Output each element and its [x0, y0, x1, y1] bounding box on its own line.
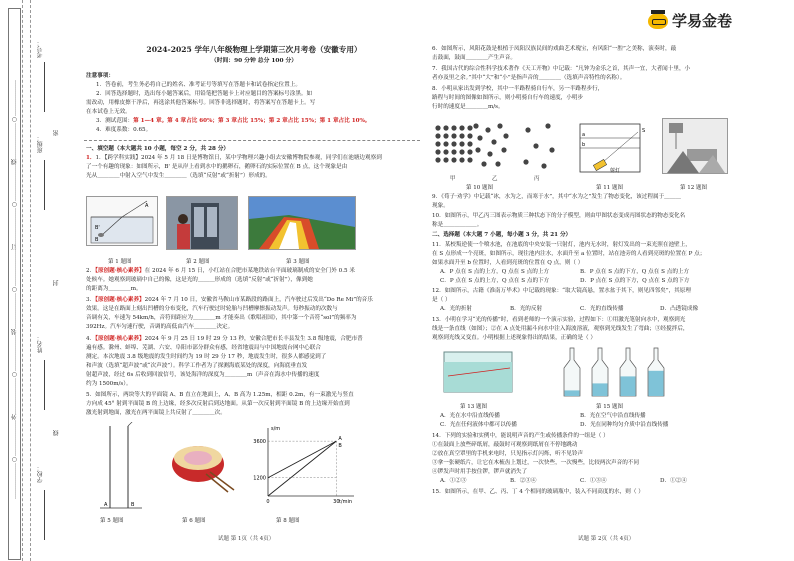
molecule-dot: [467, 149, 472, 154]
molecule-dot: [443, 125, 448, 130]
seal-xian: 线: [53, 430, 60, 436]
svg-text:B': B': [95, 225, 100, 231]
x-axis-label: t/min: [338, 499, 352, 505]
caption-figure-12: 第 12 题图: [680, 185, 707, 191]
q13-line2: 线是一条直线（如图）；②在 A 点处用漏斗向水中注入海波溶液，观察到光线发生了弯曲；③经搅拌后，: [432, 326, 689, 332]
series-line-B: [268, 441, 336, 496]
left-page-footer: 试题 第 1页（共 4页）: [218, 536, 275, 542]
molecule-dot: [485, 127, 490, 132]
binding-examno-label: 考号：: [37, 40, 44, 58]
molecule-dot: [541, 163, 546, 168]
molecule-dot: [497, 123, 502, 128]
q3-line2: 效果。这是在路面上刻出凹槽的分布变化，汽车行驶过时轮胎与凹槽摩擦振动发声。每秒振动的次数与: [86, 306, 338, 312]
right-page-footer: 试题 第 2页（共 4页）: [578, 536, 635, 542]
figure-13-water-tank: [440, 346, 518, 396]
note-4: 4．难度系数：0.65。: [96, 127, 152, 133]
molecule-dot: [435, 141, 440, 146]
x-tick-label: 0: [266, 499, 270, 505]
molecule-dot: [451, 141, 456, 146]
q2-line3: 的距离为＿＿＿＿m。: [86, 286, 142, 292]
note-2c: 在本试卷上无效。: [86, 109, 131, 115]
molecule-dot: [475, 147, 480, 152]
notes-heading: 注意事项：: [86, 73, 114, 79]
q11-option-d: D．P 点在 S 点的下方，Q 点在 S 点的下方: [580, 278, 690, 284]
molecule-dot: [459, 133, 464, 138]
page-title: 2024-2025 学年八年级物理上学期第三次月考卷（安徽专用）: [146, 45, 362, 54]
seal-mi: 密: [53, 130, 60, 136]
figure-11-pool-light: [576, 118, 648, 176]
molecule-dot: [451, 157, 456, 162]
note-2b: 需改动，用橡皮擦干净后，再选涂其他答案标号。回答非选择题时，将答案写在答题卡上。写: [86, 100, 316, 106]
y-axis-label: s/m: [271, 426, 281, 432]
caption-molecule-b: 乙: [492, 176, 498, 182]
name-line: [44, 360, 45, 410]
brand-logo: [648, 10, 732, 31]
q5-line1: 5．如图所示，两块等大的平面镜 A、B 直立在地面上，A、B 高为 1.25m，相距 0.2m，有一束激光与竖直: [86, 392, 354, 398]
q11-option-b: B．P 点在 S 点的下方，Q 点在 S 点的上方: [580, 269, 690, 275]
svg-text:射灯: 射灯: [610, 168, 621, 174]
molecule-dot: [435, 157, 440, 162]
molecule-dot: [467, 133, 472, 138]
q4-line2: 遍有感。滁州、蚌埠、芜湖、六安、阜阳市部分群众有感，经省地震局与中国地震台网中心联合: [86, 345, 321, 351]
figure-1-pool: [86, 196, 158, 246]
molecule-dot: [443, 133, 448, 138]
caption-figure-3: 第 3 题图: [286, 259, 310, 265]
molecule-dot: [473, 123, 478, 128]
molecule-dot: [443, 149, 448, 154]
svg-text:S: S: [642, 128, 646, 134]
page-subtitle: （时间：90 分钟 总分 100 分）: [210, 58, 298, 64]
q12-line1: 12．如图所示，古籍《淮南万毕术》中记载的现象：“取大镜高悬，置水盆于其下，则见四邻矣”，其原理: [432, 288, 691, 294]
q10-line2: 称是＿＿＿＿＿＿。: [432, 222, 483, 228]
q14-item-4: ④锣发声时用手按住锣，锣声就消失了: [432, 469, 528, 475]
figure-2-subway-door: [166, 196, 238, 250]
graduate-cap-icon: [648, 13, 668, 29]
molecule-dot: [467, 141, 472, 146]
q5-line3: 激光射到地面，激光在两平面镜上共反射了＿＿＿＿次。: [86, 410, 226, 416]
molecule-dot: [459, 157, 464, 162]
q11-line3: 如果水面升至 b 位置时，人看到亮斑的位置在 Q 点，则（ ）: [432, 260, 584, 266]
molecule-dot: [443, 141, 448, 146]
molecule-dot: [523, 159, 528, 164]
q11-option-c: C．P 点在 S 点的上方，Q 点在 S 点的下方: [440, 278, 550, 284]
q13-option-c: C．光在任何液体中都可以传播: [440, 422, 517, 428]
figure-5-mirrors: [96, 422, 146, 514]
brand-name: 学易金卷: [672, 12, 733, 30]
q7-line1: 7．我国古代的综合性科学技术著作《天工开物》中记载：“凡钟为金乐之首，其声一宜，大者闻十里，小: [432, 66, 691, 72]
q14-item-1: ①在鼓面上放些碎纸屑，敲鼓时可观察到纸屑在不停地跳动: [432, 442, 578, 448]
svg-text:A: A: [104, 502, 108, 508]
series-line-A: [268, 441, 336, 478]
q14-option-d: D．①②④: [660, 478, 687, 484]
caption-figure-6: 第 6 题图: [182, 518, 206, 524]
q6-line1: 6．如图所示，风阳花鼓是根植于凤阳汉族民间的戏曲艺术瑰宝，有风阳“一腔”之美称，演奏时，敲: [432, 46, 677, 52]
binding-school-label: 学校：: [37, 465, 44, 483]
molecule-dot: [451, 133, 456, 138]
bottle-water: [649, 371, 664, 396]
class-line: [44, 160, 45, 210]
q13-line1: 13．小明在学习“光的传播”时，看到老师的一个演示实验，过程如下：①用激光笔射向水中，观察到光: [432, 317, 686, 323]
q14-stem: 14．下列的实验和实例中，能说明声音的产生或传播条件的一组是（ ）: [432, 433, 609, 439]
caption-figure-2: 第 2 题图: [186, 259, 210, 265]
caption-figure-8: 第 8 题图: [276, 518, 300, 524]
seal-feng: 封: [53, 280, 60, 286]
q4-line1: 4．【原创题·核心素养】2024 年 9 月 25 日 19 时 29 分 13 秒，安徽合肥市长丰县发生 3.8 级地震，合肥市普: [86, 336, 363, 342]
q8-line1: 8．小明从家出发到学校，其中一半路程骑自行车，另一半路程步行，: [432, 86, 604, 92]
q12-line2: 是（ ）: [432, 297, 451, 303]
q3-line4: 392Hz。汽车匀速行驶，音调的高低由汽车＿＿＿＿决定。: [86, 324, 234, 330]
molecule-dot: [459, 125, 464, 130]
q11-option-a: A．P 点在 S 点的上方，Q 点在 S 点的上方: [440, 269, 550, 275]
series-label-A: A: [338, 436, 342, 443]
examno-line: [44, 62, 45, 112]
figure-10-molecules: [432, 120, 558, 172]
caption-figure-11: 第 11 题图: [596, 185, 623, 191]
binding-class-label: 班级：: [37, 135, 44, 153]
q8-line2: 路程与时间的图像如图所示，则小明骑自行车的速度，小明步: [432, 95, 584, 101]
q12-option-c: C．光的直线传播: [580, 306, 624, 312]
notes-divider: [84, 140, 420, 141]
q14-option-a: A．①②③: [440, 478, 467, 484]
bottle-water: [565, 390, 580, 396]
molecule-dot: [533, 143, 538, 148]
q2-line2: 处候车。她观察到玻璃中自己的像，这是光的＿＿＿形成的（选填“反射”或“折射”），像到她: [86, 277, 313, 283]
q12-option-b: B．光的反射: [510, 306, 543, 312]
figure-8-chart: [250, 424, 360, 508]
q1-line2: 了一个有趣的现象：如图所示，B' 是从岸上看到水中的鹅卵石，鹅卵石的实际位置在 B 点，这个现象是由: [86, 164, 348, 170]
section-1-heading: 一、填空题（本大题共 10 小题，每空 2 分，共 28 分）: [86, 146, 230, 152]
caption-figure-1: 第 1 题图: [108, 259, 132, 265]
q15-stem: 15．如图所示，在甲、乙、丙、丁 4 个相同的玻璃瓶中，装入不同高度的水，则（ ）: [432, 489, 644, 495]
caption-figure-5: 第 5 题图: [100, 518, 124, 524]
molecule-dot: [487, 151, 492, 156]
q14-option-c: C．①③④: [580, 478, 607, 484]
q13-option-a: A．光在水中沿直线传播: [440, 413, 500, 419]
figure-15-bottles: [556, 344, 672, 400]
bottle-water: [621, 376, 636, 396]
binding-name-label: 姓名：: [37, 335, 44, 353]
q4-line5: 射超声波，经过 6s 后收到回波信号，该处海洋的深度为＿＿＿＿m（声音在海水中传播的速度: [86, 372, 320, 378]
q11-line2: 在 S 点形成一个亮斑，如图所示，现往池内注水，水面升至 a 位置时，站在池旁的人看到亮斑的位置在 P 点；: [432, 251, 706, 257]
q12-option-a: A．光的折射: [440, 306, 473, 312]
q14-item-3: ③拿一张硬纸片，让它在木梳齿上划过，一次快些，一次慢些，比较两次声音的不同: [432, 460, 639, 466]
caption-figure-10: 第 10 题图: [466, 185, 493, 191]
note-3: 3．测试范围：第 1—4 章。第 4 章占比 60%；第 3 章占比 15%；第 2 章占比 15%；第 1 章占比 10%。: [96, 118, 371, 124]
q4-line6: 约为 1500m/s）。: [86, 381, 132, 387]
q3-line1: 3．【原创题·核心素养】2024 年 7 月 10 日，安徽省马鞍山市某路段的路面上，汽车驶过后发出“Do Re Mi”的音乐: [86, 297, 373, 303]
q5-line2: 方向成 45° 射到平面镜 B 的上边缘，经多次反射后到达地面。从第一次反射到平面镜 B 的上边缘开始直到: [86, 401, 350, 407]
q9-line1: 9．《荀子·劝学》中记载“冰，水为之，而寒于水”，其中“水为之”发生了物态变化，该过程属于＿＿＿: [432, 194, 681, 200]
q8-line3: 行时的速度是＿＿＿＿m/s。: [432, 104, 504, 110]
q13-option-d: D．光在同种均匀介质中沿直线传播: [580, 422, 669, 428]
y-tick-label: 3600: [253, 439, 266, 446]
svg-text:B: B: [95, 237, 99, 243]
note-1: 1．答卷前，考生务必将自己的姓名、准考证号等填写在答题卡和试卷指定位置上。: [96, 82, 301, 88]
q3-line3: 音调有关，车速为 54km/h，音符间距应为＿＿＿＿m 才能奏出《歌唱祖国》，其中第一个音符“sol”的频率为: [86, 315, 357, 321]
svg-text:a: a: [582, 132, 586, 138]
bottle-water: [593, 383, 608, 396]
q4-line3: 测定。本次地震 3.8 级地震的发生时间约为 19 时 29 分 17 秒，地震发生时，很多人都感觉到了: [86, 354, 327, 360]
molecule-dot: [443, 157, 448, 162]
q4-line4: 和声波（选填“超声波”或“次声波”）。科学工作者为了探测海底某处的深度，向海底垂直发: [86, 363, 308, 369]
q1-line1: 1．1．【跨学科实践】2024 年 5 月 18 日是博物馆日，某中学物理兴趣小组去安徽博物院参观，同学们在池塘边观察到: [86, 155, 382, 161]
molecule-dot: [501, 147, 506, 152]
molecule-dot: [467, 157, 472, 162]
q6-line2: 击鼓面，鼓面＿＿＿＿产生声音。: [432, 55, 516, 61]
q12-option-d: D．凸透镜成像: [660, 306, 699, 312]
molecule-dot: [435, 125, 440, 130]
molecule-dot: [467, 125, 472, 130]
molecule-dot: [459, 141, 464, 146]
molecule-dot: [549, 147, 554, 152]
q1-line3: 光从＿＿＿＿中射入空气中发生＿＿＿＿（选填“反射”或“折射”）形成的。: [86, 173, 271, 179]
section-2-heading: 二、选择题（本大题 7 小题，每小题 3 分，共 21 分）: [432, 232, 572, 238]
figure-12-ancient-mirror: [662, 118, 728, 174]
molecule-dot: [451, 125, 456, 130]
caption-figure-15: 第 15 题图: [596, 404, 623, 410]
caption-figure-13: 第 13 题图: [460, 404, 487, 410]
svg-text:A: A: [145, 203, 149, 209]
q9-line2: 现象。: [432, 203, 449, 209]
bottle: [564, 348, 580, 396]
q14-option-b: B．②③④: [510, 478, 537, 484]
caption-molecule-a: 甲: [450, 176, 456, 182]
q11-line1: 11．某校叛逆使一个喷水池，在池底的中央安装一只射灯，池内无水时，射灯发出的一束光照在池壁上，: [432, 242, 691, 248]
molecule-dot: [435, 133, 440, 138]
q10-line1: 10．如图所示，甲乙丙三图表示物质三种状态下的分子模型，则由甲图状态变成丙图状态的物态变化名: [432, 213, 686, 219]
x-tick-label: 30: [333, 499, 340, 505]
q7-line2: 者亦及里之余。”其中“大”和“小”是指声音的＿＿＿＿（选填声音特性的名称）。: [432, 75, 626, 81]
binding-dashed-line-inner: [30, 0, 31, 561]
school-line: [44, 490, 45, 540]
molecule-dot: [545, 123, 550, 128]
molecule-dot: [477, 135, 482, 140]
molecule-dot: [495, 161, 500, 166]
svg-text:B: B: [131, 502, 135, 508]
q13-option-b: B．光在空气中沿直线传播: [580, 413, 646, 419]
binding-outer-text: ………………○………………外………………○………………装………………○………………订………………○………………线………………○………………: [11, 80, 18, 499]
svg-text:b: b: [582, 142, 586, 148]
q2-line1: 2．【原创题·核心素养】在 2024 年 6 月 15 日，小红站在合肥市某地铁站台平面玻璃制成的安全门外 0.5 米: [86, 268, 355, 274]
molecule-dot: [435, 149, 440, 154]
molecule-dot: [481, 161, 486, 166]
q13-line3: 观察到光线又变直。小明根据上述现象得出的结果，正确的是（ ）: [432, 335, 596, 341]
molecule-dot: [525, 127, 530, 132]
q14-item-2: ②放在真空罩里的手机来电时，只见指示灯闪烁，听不见铃声: [432, 451, 584, 457]
caption-molecule-c: 丙: [534, 176, 540, 182]
molecule-dot: [503, 133, 508, 138]
molecule-dot: [459, 149, 464, 154]
molecule-dot: [451, 149, 456, 154]
figure-3-music-road: [248, 196, 356, 250]
series-label-B: B: [338, 443, 342, 450]
molecule-dot: [491, 139, 496, 144]
y-tick-label: 1200: [253, 475, 266, 482]
note-2a: 2．回答选择题时，选出每小题答案后，用铅笔把答题卡上对应题目的答案标号涂黑。如: [96, 91, 313, 97]
figure-6-flower-drum: [166, 428, 236, 494]
binding-dashed-line: [22, 0, 23, 561]
